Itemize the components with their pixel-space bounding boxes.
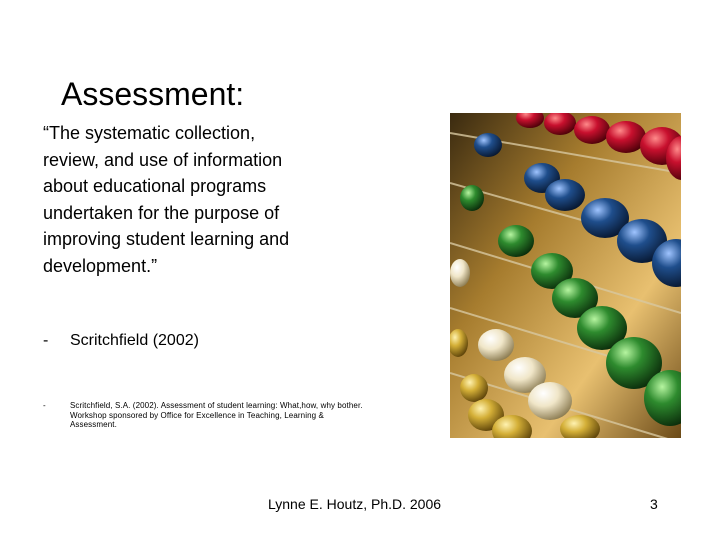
bullet-text: Scritchfield (2002): [70, 332, 199, 349]
bullet-citation-full: [43, 401, 370, 430]
bullet-marker: -: [43, 332, 49, 349]
bullet-citation-short: [43, 331, 199, 351]
page-number: 3: [650, 496, 658, 512]
footer-author: Lynne E. Houtz, Ph.D. 2006: [268, 496, 442, 512]
slide-title: Assessment:: [61, 76, 245, 112]
bullet-text: Scritchfield, S.A. (2002). Assessment of student learning: What,how, why bother. Workshop sponsored by Office for Excellence in Teaching, Learning & Assessment.: [70, 401, 363, 429]
definition-quote: “The systematic collection, review, and use of information about educational programs undertaken for the purpose of improving student learning and development.”: [43, 123, 290, 276]
abacus-photo: [450, 113, 681, 438]
bullet-marker: -: [43, 401, 46, 410]
